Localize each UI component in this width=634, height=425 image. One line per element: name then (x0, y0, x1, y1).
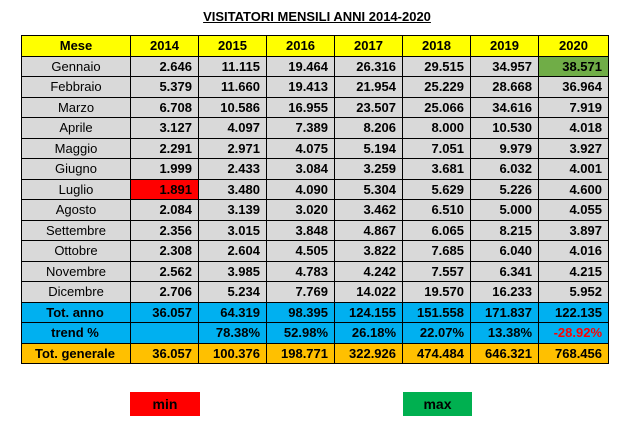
value-cell: 10.530 (471, 118, 539, 139)
value-cell: 11.115 (199, 56, 267, 77)
value-cell: 16.955 (267, 97, 335, 118)
page-title: VISITATORI MENSILI ANNI 2014-2020 (203, 9, 431, 24)
value-cell: 34.616 (471, 97, 539, 118)
month-cell: Settembre (22, 220, 131, 241)
value-cell: 6.341 (471, 261, 539, 282)
value-cell: 3.139 (199, 200, 267, 221)
value-cell: 3.822 (335, 241, 403, 262)
value-cell: 7.557 (403, 261, 471, 282)
value-cell: 6.510 (403, 200, 471, 221)
value-cell: 36.964 (539, 77, 609, 98)
value-cell: 5.304 (335, 179, 403, 200)
value-cell: 5.194 (335, 138, 403, 159)
value-cell: 2.604 (199, 241, 267, 262)
value-cell: 4.783 (267, 261, 335, 282)
value-cell: 25.229 (403, 77, 471, 98)
value-cell: 19.570 (403, 282, 471, 303)
tot-generale-row-value: 36.057 (131, 343, 199, 364)
header-cell-mese: Mese (22, 36, 131, 57)
value-cell: 3.985 (199, 261, 267, 282)
value-cell: 38.571 (539, 56, 609, 77)
value-cell: 3.681 (403, 159, 471, 180)
month-cell: Febbraio (22, 77, 131, 98)
table-row (22, 159, 609, 180)
value-cell: 6.032 (471, 159, 539, 180)
value-cell: 7.685 (403, 241, 471, 262)
tot-generale-row-value: 474.484 (403, 343, 471, 364)
value-cell: 5.629 (403, 179, 471, 200)
value-cell: 4.505 (267, 241, 335, 262)
month-cell: Luglio (22, 179, 131, 200)
value-cell: 6.708 (131, 97, 199, 118)
value-cell: 2.433 (199, 159, 267, 180)
month-cell: Dicembre (22, 282, 131, 303)
table-row (22, 56, 609, 77)
value-cell: 23.507 (335, 97, 403, 118)
month-cell: Marzo (22, 97, 131, 118)
trend-row-label: trend % (22, 323, 131, 344)
trend-row-value: 78.38% (199, 323, 267, 344)
tot-generale-row-value: 322.926 (335, 343, 403, 364)
month-cell: Ottobre (22, 241, 131, 262)
value-cell: 2.291 (131, 138, 199, 159)
value-cell: 3.259 (335, 159, 403, 180)
tot-anno-row-value: 171.837 (471, 302, 539, 323)
value-cell: 2.706 (131, 282, 199, 303)
value-cell: 10.586 (199, 97, 267, 118)
value-cell: 7.389 (267, 118, 335, 139)
value-cell: 1.999 (131, 159, 199, 180)
tot-anno-row-value: 64.319 (199, 302, 267, 323)
value-cell: 3.084 (267, 159, 335, 180)
value-cell: 4.097 (199, 118, 267, 139)
value-cell: 4.075 (267, 138, 335, 159)
value-cell: 3.480 (199, 179, 267, 200)
value-cell: 4.016 (539, 241, 609, 262)
value-cell: 5.234 (199, 282, 267, 303)
value-cell: 3.020 (267, 200, 335, 221)
month-cell: Gennaio (22, 56, 131, 77)
value-cell: 2.562 (131, 261, 199, 282)
value-cell: 21.954 (335, 77, 403, 98)
tot-anno-row-value: 98.395 (267, 302, 335, 323)
tot-anno-row (22, 302, 609, 323)
tot-anno-row-value: 122.135 (539, 302, 609, 323)
table-row (22, 118, 609, 139)
tot-anno-row-value: 124.155 (335, 302, 403, 323)
header-cell-year: 2016 (267, 36, 335, 57)
table-row (22, 220, 609, 241)
value-cell: 8.215 (471, 220, 539, 241)
value-cell: 19.413 (267, 77, 335, 98)
tot-generale-row (22, 343, 609, 364)
tot-generale-row-value: 198.771 (267, 343, 335, 364)
table-row (22, 261, 609, 282)
month-cell: Novembre (22, 261, 131, 282)
value-cell: 4.090 (267, 179, 335, 200)
legend-min: min (130, 392, 200, 416)
tot-generale-row-label: Tot. generale (22, 343, 131, 364)
tot-anno-row-value: 151.558 (403, 302, 471, 323)
value-cell: 1.891 (131, 179, 199, 200)
trend-row-value: 26.18% (335, 323, 403, 344)
month-cell: Agosto (22, 200, 131, 221)
value-cell: 8.206 (335, 118, 403, 139)
value-cell: 5.952 (539, 282, 609, 303)
header-cell-year: 2015 (199, 36, 267, 57)
tot-generale-row-value: 100.376 (199, 343, 267, 364)
table-row (22, 97, 609, 118)
header-cell-year: 2017 (335, 36, 403, 57)
trend-row-value: 52.98% (267, 323, 335, 344)
value-cell: 7.769 (267, 282, 335, 303)
table-row (22, 282, 609, 303)
table-row (22, 138, 609, 159)
value-cell: 34.957 (471, 56, 539, 77)
value-cell: 4.867 (335, 220, 403, 241)
value-cell: 4.242 (335, 261, 403, 282)
value-cell: 2.084 (131, 200, 199, 221)
tot-generale-row-value: 646.321 (471, 343, 539, 364)
month-cell: Aprile (22, 118, 131, 139)
value-cell: 2.308 (131, 241, 199, 262)
value-cell: 26.316 (335, 56, 403, 77)
value-cell: 3.462 (335, 200, 403, 221)
header-cell-year: 2020 (539, 36, 609, 57)
value-cell: 9.979 (471, 138, 539, 159)
header-row (22, 36, 609, 57)
value-cell: 28.668 (471, 77, 539, 98)
value-cell: 3.897 (539, 220, 609, 241)
table-row (22, 77, 609, 98)
value-cell: 5.379 (131, 77, 199, 98)
visitors-table (21, 35, 609, 364)
table-row (22, 200, 609, 221)
trend-row-value (131, 323, 199, 344)
header-cell-year: 2014 (131, 36, 199, 57)
value-cell: 3.848 (267, 220, 335, 241)
value-cell: 3.927 (539, 138, 609, 159)
value-cell: 2.646 (131, 56, 199, 77)
value-cell: 3.127 (131, 118, 199, 139)
value-cell: 14.022 (335, 282, 403, 303)
value-cell: 8.000 (403, 118, 471, 139)
month-cell: Giugno (22, 159, 131, 180)
trend-row-value: 13.38% (471, 323, 539, 344)
value-cell: 2.356 (131, 220, 199, 241)
table-row (22, 179, 609, 200)
trend-row-value: -28.92% (539, 323, 609, 344)
value-cell: 16.233 (471, 282, 539, 303)
header-cell-year: 2018 (403, 36, 471, 57)
tot-anno-row-label: Tot. anno (22, 302, 131, 323)
table-row (22, 241, 609, 262)
value-cell: 29.515 (403, 56, 471, 77)
value-cell: 6.040 (471, 241, 539, 262)
value-cell: 7.051 (403, 138, 471, 159)
value-cell: 5.226 (471, 179, 539, 200)
legend-max: max (403, 392, 472, 416)
value-cell: 3.015 (199, 220, 267, 241)
value-cell: 4.600 (539, 179, 609, 200)
value-cell: 6.065 (403, 220, 471, 241)
value-cell: 11.660 (199, 77, 267, 98)
value-cell: 4.215 (539, 261, 609, 282)
tot-generale-row-value: 768.456 (539, 343, 609, 364)
value-cell: 4.018 (539, 118, 609, 139)
tot-anno-row-value: 36.057 (131, 302, 199, 323)
trend-row-value: 22.07% (403, 323, 471, 344)
value-cell: 7.919 (539, 97, 609, 118)
header-cell-year: 2019 (471, 36, 539, 57)
value-cell: 19.464 (267, 56, 335, 77)
value-cell: 25.066 (403, 97, 471, 118)
value-cell: 5.000 (471, 200, 539, 221)
value-cell: 4.001 (539, 159, 609, 180)
month-cell: Maggio (22, 138, 131, 159)
trend-row (22, 323, 609, 344)
value-cell: 4.055 (539, 200, 609, 221)
value-cell: 2.971 (199, 138, 267, 159)
